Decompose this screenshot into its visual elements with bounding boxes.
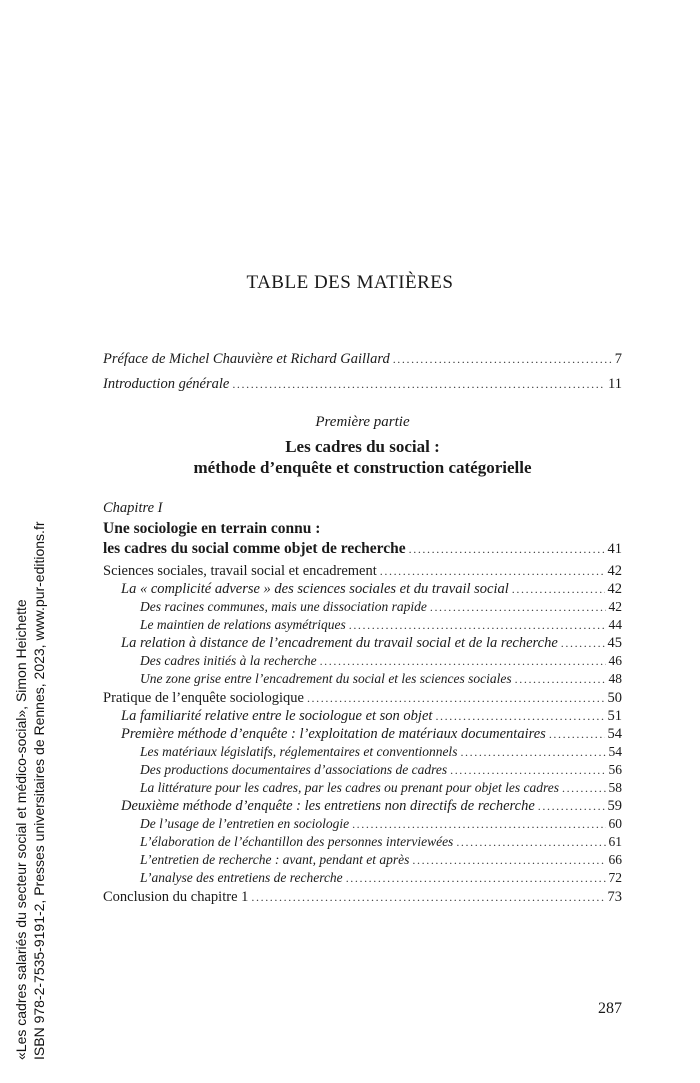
chapter-label: Chapitre I — [103, 500, 163, 516]
toc-entry-page: 48 — [608, 671, 622, 686]
toc-entry-label: Les matériaux législatifs, réglementaires et conventionnels — [140, 744, 458, 759]
toc-entry-page: 45 — [607, 635, 622, 651]
toc-entry[interactable] — [140, 652, 622, 670]
leader-dots — [393, 350, 612, 368]
part-label: Première partie — [315, 414, 410, 430]
toc-entry[interactable] — [140, 761, 622, 779]
leader-dots — [320, 652, 606, 670]
page-title: TABLE DES MATIÈRES — [246, 272, 454, 293]
toc-entry-label: Pratique de l’enquête sociologique — [103, 690, 304, 706]
leader-dots — [352, 815, 605, 833]
part-title-line2: méthode d’enquête et construction catégorielle — [193, 458, 532, 477]
toc-entry-page: 56 — [608, 762, 622, 777]
page-number: 287 — [598, 1000, 622, 1017]
toc-entry-label: Des racines communes, mais une dissociation rapide — [140, 599, 427, 614]
toc-entry-label: Introduction générale — [103, 376, 230, 392]
toc-entry[interactable] — [103, 689, 622, 707]
toc-entry-page: 41 — [607, 541, 622, 557]
toc-entry-label: Des productions documentaires d’associations de cadres — [140, 762, 448, 777]
part-title-line1: Les cadres du social : — [285, 437, 440, 456]
toc-entry[interactable] — [140, 815, 622, 833]
toc-entry[interactable] — [140, 851, 622, 869]
leader-dots — [307, 689, 605, 707]
toc-entry[interactable] — [140, 779, 622, 797]
chapter-title-line2: les cadres du social comme objet de recherche — [103, 540, 406, 557]
leader-dots — [549, 725, 605, 743]
toc-entry-label: Sciences sociales, travail social et encadrement — [103, 563, 377, 579]
toc-entry-label: La relation à distance de l’encadrement du travail social et de la recherche — [121, 635, 558, 651]
toc-entry[interactable] — [140, 670, 622, 688]
toc-entry-page: 59 — [607, 798, 622, 814]
toc-entry-preface[interactable] — [103, 350, 622, 368]
toc-entry[interactable] — [103, 888, 622, 906]
toc-entry[interactable] — [121, 580, 622, 598]
toc-entry-page: 7 — [614, 351, 622, 367]
chapter-title-line1: Une sociologie en terrain connu : — [103, 520, 321, 537]
toc-entry[interactable] — [103, 562, 622, 580]
toc-entry[interactable] — [140, 616, 622, 634]
toc-entry[interactable] — [121, 797, 622, 815]
toc-entry-label: De l’usage de l’entretien en sociologie — [140, 816, 350, 831]
toc-entry[interactable] — [140, 833, 622, 851]
leader-dots — [380, 562, 605, 580]
leader-dots — [346, 869, 606, 887]
toc-entry[interactable] — [121, 725, 622, 743]
toc-entry-page: 60 — [608, 816, 622, 831]
toc-entry-label: L’élaboration de l’échantillon des personnes interviewées — [140, 834, 454, 849]
toc-entry-page: 46 — [608, 653, 622, 668]
toc-entry-chapter-1[interactable] — [103, 540, 622, 558]
leader-dots — [562, 779, 606, 797]
toc-entry-page: 54 — [607, 726, 622, 742]
toc-entry[interactable] — [140, 869, 622, 887]
leader-dots — [538, 797, 605, 815]
toc-entry-introduction[interactable] — [103, 375, 622, 393]
leader-dots — [512, 580, 605, 598]
leader-dots — [349, 616, 606, 634]
leader-dots — [251, 888, 604, 906]
leader-dots — [409, 540, 605, 558]
toc-entry-label: Des cadres initiés à la recherche — [140, 653, 317, 668]
toc-entry[interactable] — [140, 598, 622, 616]
toc-entry-label: Le maintien de relations asymétriques — [140, 617, 346, 632]
toc-entry-label: L’analyse des entretiens de recherche — [140, 870, 343, 885]
toc-entry-page: 73 — [607, 889, 622, 905]
toc-entry[interactable] — [121, 707, 622, 725]
toc-entry[interactable] — [121, 634, 622, 652]
leader-dots — [450, 761, 605, 779]
toc-entry-page: 11 — [608, 376, 622, 392]
toc-entry-label: Préface de Michel Chauvière et Richard Gaillard — [103, 351, 390, 367]
leader-dots — [456, 833, 605, 851]
toc-entry-page: 50 — [607, 690, 622, 706]
leader-dots — [232, 375, 605, 393]
toc-entry-label: L’entretien de recherche : avant, pendant et après — [140, 852, 410, 867]
leader-dots — [412, 851, 605, 869]
side-citation-line1: «Les cadres salariés du secteur social et médico-social», Simon Heichette — [13, 599, 29, 1060]
leader-dots — [561, 634, 605, 652]
toc-entry-page: 42 — [608, 599, 622, 614]
toc-entry-label: La « complicité adverse » des sciences sociales et du travail social — [121, 581, 509, 597]
toc-entry-page: 61 — [608, 834, 622, 849]
toc-entry[interactable] — [140, 743, 622, 761]
toc-entry-label: La littérature pour les cadres, par les cadres ou prenant pour objet les cadres — [140, 780, 559, 795]
toc-entry-page: 54 — [608, 744, 622, 759]
side-citation-line2: ISBN 978-2-7535-9191-2, Presses universitaires de Rennes, 2023, www.pur-editions.fr — [31, 521, 47, 1060]
side-citation — [12, 521, 48, 1060]
toc-entry-label: Deuxième méthode d’enquête : les entretiens non directifs de recherche — [121, 798, 535, 814]
toc-entry-page: 58 — [608, 780, 622, 795]
leader-dots — [435, 707, 604, 725]
toc-entry-label: La familiarité relative entre le sociologue et son objet — [121, 708, 433, 724]
toc-entry-page: 66 — [608, 852, 622, 867]
toc-entry-page: 42 — [607, 563, 622, 579]
leader-dots — [460, 743, 605, 761]
toc-entry-label: Conclusion du chapitre 1 — [103, 889, 249, 905]
leader-dots — [430, 598, 606, 616]
toc-entry-page: 51 — [607, 708, 622, 724]
toc-entry-label: Première méthode d’enquête : l’exploitation de matériaux documentaires — [121, 726, 546, 742]
toc-entry-page: 44 — [608, 617, 622, 632]
leader-dots — [515, 670, 606, 688]
toc-entry-label: Une zone grise entre l’encadrement du social et les sciences sociales — [140, 671, 512, 686]
toc-entry-page: 42 — [607, 581, 622, 597]
toc-entry-page: 72 — [608, 870, 622, 885]
